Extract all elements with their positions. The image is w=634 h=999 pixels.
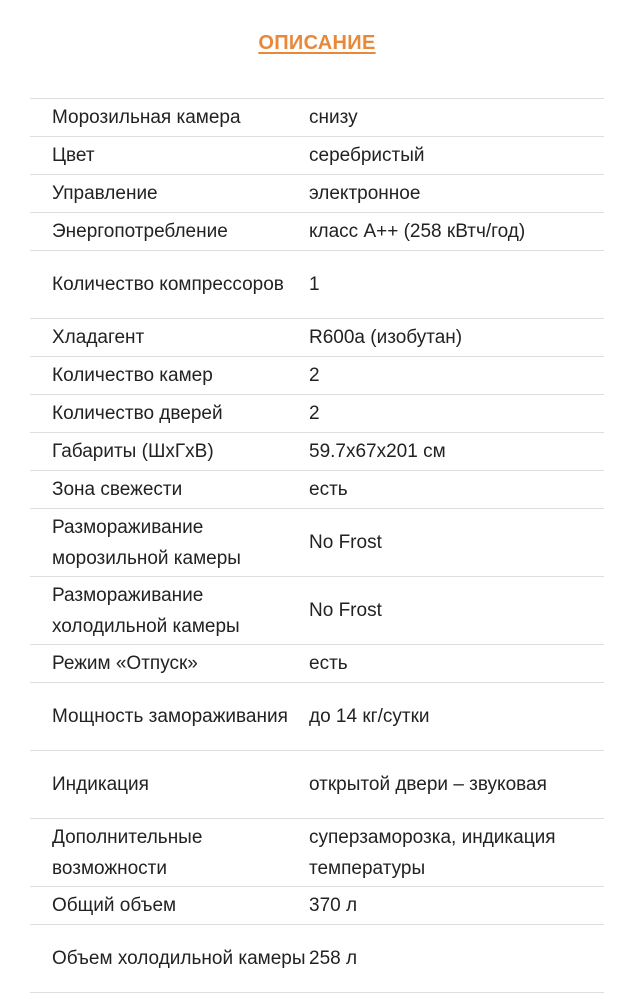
spec-row-total-volume: [30, 887, 604, 925]
spec-value: серебристый: [309, 145, 425, 166]
spec-name: Режим «Отпуск»: [52, 653, 198, 674]
spec-name: Габариты (ШxГxВ): [52, 441, 214, 462]
spec-value: до 14 кг/сутки: [309, 706, 430, 727]
spec-row-vacation-mode: [30, 645, 604, 683]
spec-value: суперзаморозка, индикация температуры: [309, 826, 556, 879]
spec-name: Количество компрессоров: [52, 274, 284, 295]
spec-value: есть: [309, 653, 348, 674]
spec-value: No Frost: [309, 532, 382, 553]
spec-name: Морозильная камера: [52, 107, 241, 128]
spec-row-extra-features: [30, 819, 604, 887]
spec-name: Индикация: [52, 774, 149, 795]
spec-name: Энергопотребление: [52, 221, 228, 242]
spec-row-color: [30, 137, 604, 175]
spec-value: 1: [309, 274, 320, 295]
spec-row-energy: [30, 213, 604, 251]
section-title-link[interactable]: ОПИСАНИЕ: [258, 32, 376, 54]
spec-name: Дополнительные возможности: [52, 826, 203, 879]
spec-name: Управление: [52, 183, 158, 204]
spec-name: Размораживание морозильной камеры: [52, 516, 241, 569]
section-title[interactable]: [0, 31, 634, 55]
spec-row-freezer-defrost: [30, 509, 604, 577]
spec-name: Размораживание холодильной камеры: [52, 584, 240, 637]
spec-name: Цвет: [52, 145, 95, 166]
spec-row-fridge-volume: [30, 925, 604, 993]
spec-value: открытой двери – звуковая: [309, 774, 547, 795]
spec-row-control: [30, 175, 604, 213]
spec-value: 2: [309, 365, 320, 386]
spec-row-fridge-defrost: [30, 577, 604, 645]
spec-value: 370 л: [309, 895, 358, 916]
spec-row-refrigerant: [30, 319, 604, 357]
spec-name: Количество камер: [52, 365, 213, 386]
spec-value: электронное: [309, 183, 421, 204]
spec-name: Количество дверей: [52, 403, 223, 424]
spec-value: класс А++ (258 кВтч/год): [309, 221, 526, 242]
spec-row-indication: [30, 751, 604, 819]
spec-row-dimensions: [30, 433, 604, 471]
spec-value: есть: [309, 479, 348, 500]
spec-value: 2: [309, 403, 320, 424]
spec-row-freezer-position: [30, 99, 604, 137]
spec-value: R600a (изобутан): [309, 327, 463, 348]
spec-name: Зона свежести: [52, 479, 183, 500]
spec-name: Мощность замораживания: [52, 706, 288, 727]
spec-row-doors: [30, 395, 604, 433]
spec-value: 59.7x67x201 см: [309, 441, 446, 462]
spec-table: [30, 98, 604, 993]
spec-value: No Frost: [309, 600, 382, 621]
spec-row-chambers: [30, 357, 604, 395]
spec-row-freezing-power: [30, 683, 604, 751]
spec-row-freshness-zone: [30, 471, 604, 509]
spec-name: Общий объем: [52, 895, 177, 916]
spec-row-compressors: [30, 251, 604, 319]
spec-value: 258 л: [309, 948, 358, 969]
spec-name: Хладагент: [52, 327, 145, 348]
spec-name: Объем холодильной камеры: [52, 948, 306, 969]
spec-value: снизу: [309, 107, 358, 128]
